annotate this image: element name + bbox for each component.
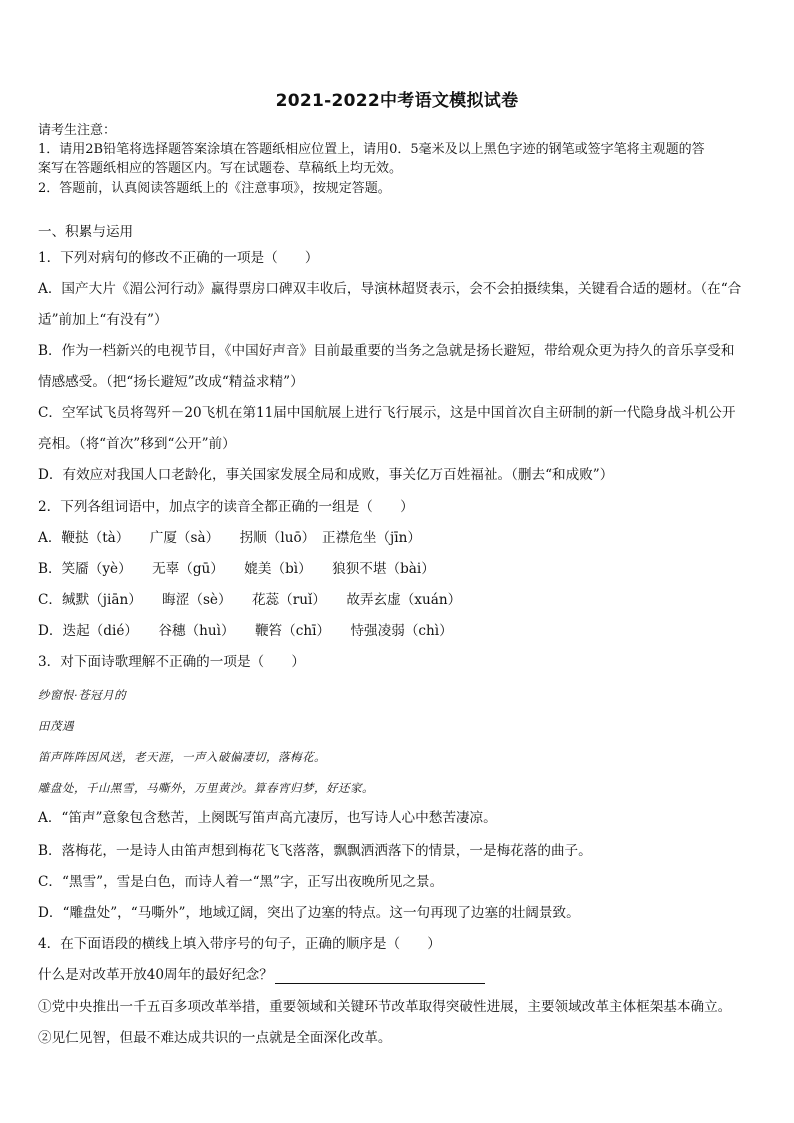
q1-option-a-line2: 适”前加上“有没有”） xyxy=(38,312,168,328)
notice-line-3: 2．答题前，认真阅读答题纸上的《注意事项》，按规定答题。 xyxy=(38,181,391,196)
q3-stem: 3．对下面诗歌理解不正确的一项是（ ） xyxy=(38,654,305,670)
q1-stem: 1．下列对病句的修改不正确的一项是（ ） xyxy=(38,250,319,266)
notice-line-2: 案写在答题纸相应的答题区内。写在试题卷、草稿纸上均无效。 xyxy=(38,161,403,176)
q3-option-c: C．“黑雪”，雪是白色，而诗人着一“黑”字，正写出夜晚所见之景。 xyxy=(38,874,444,890)
q1-option-c-line2: 亮相。（将“首次”移到“公开”前） xyxy=(38,436,236,452)
q2-option-c: C．缄默（jiān） 晦涩（sè） 花蕊（ruǐ） 故弄玄虚（xuán） xyxy=(38,592,462,608)
q2-option-b: B．笑靥（yè） 无辜（gū） 媲美（bì） 狼狈不堪（bài） xyxy=(38,561,435,577)
section-heading: 一、积累与运用 xyxy=(38,224,134,240)
q1-option-c-line1: C．空军试飞员将驾歼－20飞机在第11届中国航展上进行飞行展示，这是中国首次自主研制的新一代隐身战斗机公开 xyxy=(38,405,736,421)
q4-sentence-1: ①党中央推出一千五百多项改革举措，重要领域和关键环节改革取得突破性进展，主要领域改革主体框架基本确立。 xyxy=(38,999,732,1015)
q3-option-b: B．落梅花，一是诗人由笛声想到梅花飞飞落落，飘飘洒洒落下的情景，一是梅花落的曲子。 xyxy=(38,843,592,859)
notice-line-1: 1．请用2B铅笔将选择题答案涂填在答题纸相应位置上，请用0．5毫米及以上黑色字迹的钢笔或签字笔将主观题的答 xyxy=(38,142,705,157)
poem-line-2: 雕盘处，千山黑雪，马嘶外，万里黄沙。算春宵归梦，好还家。 xyxy=(38,781,374,795)
q1-option-b-line1: B．作为一档新兴的电视节目，《中国好声音》目前最重要的当务之急就是扬长避短，带给观众更为持久的音乐享受和 xyxy=(38,343,735,359)
q2-stem: 2．下列各组词语中，加点字的读音全都正确的一组是（ ） xyxy=(38,499,414,515)
q4-stem: 4．在下面语段的横线上填入带序号的句子，正确的顺序是（ ） xyxy=(38,936,441,952)
q1-option-a-line1: A．国产大片《湄公河行动》赢得票房口碑双丰收后，导演林超贤表示，会不会拍摄续集，关键看合适的题材。（在“合 xyxy=(38,281,742,297)
q4-question: 什么是对改革开放40周年的最好纪念？ xyxy=(38,967,273,983)
poem-line-1: 笛声阵阵因风送，老天涯，一声入破偏凄切，落梅花。 xyxy=(38,750,326,764)
q4-sentence-2: ②见仁见智，但最不难达成共识的一点就是全面深化改革。 xyxy=(38,1030,392,1046)
q2-option-a: A．鞭挞（tà） 广厦（sà） 拐顺（luō） 正襟危坐（jīn） xyxy=(38,530,421,546)
q3-option-d: D．“雕盘处”，“马嘶外”，地域辽阔，突出了边塞的特点。这一句再现了边塞的壮阔景致。 xyxy=(38,905,580,921)
q2-option-d: D．迭起（dié） 谷穗（huì） 鞭笞（chī） 恃强凌弱（chì） xyxy=(38,623,453,639)
q1-option-b-line2: 情感感受。（把“扬长避短”改成“精益求精”） xyxy=(38,374,304,390)
poem-title: 纱窗恨·苍冠月的 xyxy=(38,688,127,702)
page-title: 2021-2022中考语文模拟试卷 xyxy=(275,91,519,111)
poem-author: 田茂遇 xyxy=(38,719,74,733)
answer-blank[interactable] xyxy=(275,969,485,984)
q1-option-d: D．有效应对我国人口老龄化，事关国家发展全局和成败，事关亿万百姓福祉。（删去“和成败”） xyxy=(38,467,614,483)
q3-option-a: A．“笛声”意象包含愁苦，上阕既写笛声高亢凄厉，也写诗人心中愁苦凄凉。 xyxy=(38,810,497,826)
q4-question-row xyxy=(38,966,762,984)
notice-heading: 请考生注意： xyxy=(38,123,117,138)
